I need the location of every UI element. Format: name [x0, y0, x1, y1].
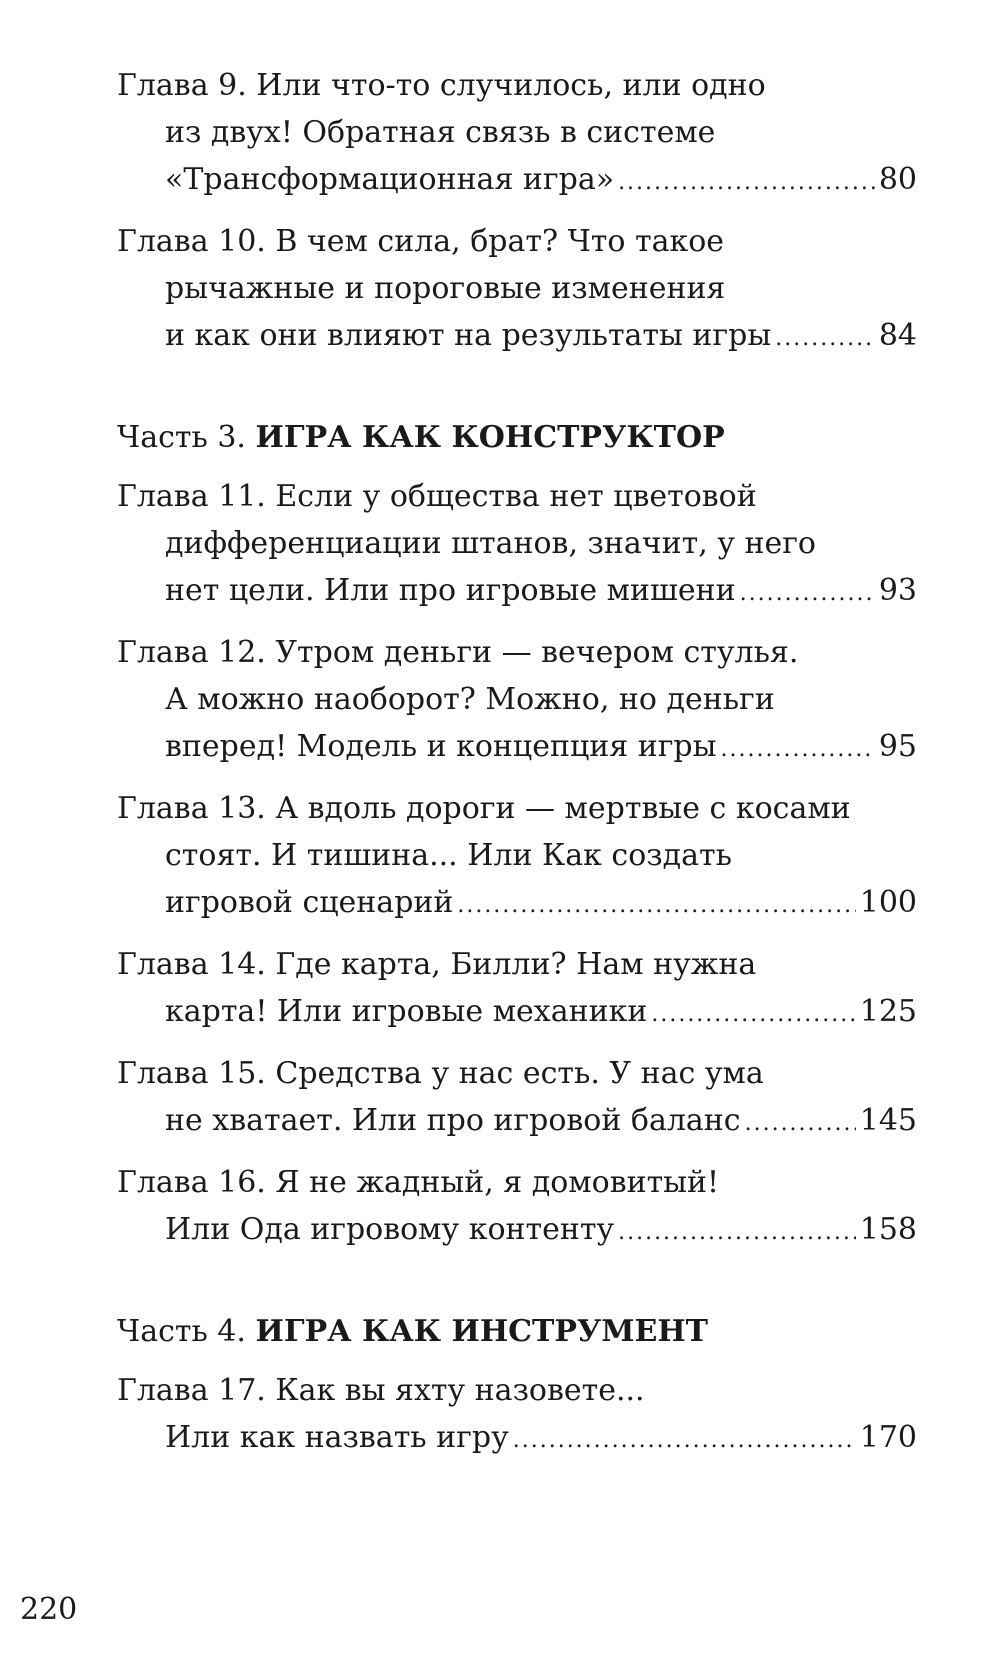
dot-leader [618, 159, 875, 206]
dot-leader [721, 726, 875, 773]
toc-entry-line: А можно наоборот? Можно, но деньги [165, 682, 775, 717]
dot-leader [513, 1417, 856, 1464]
toc-entry-line: Глава 11. Если у общества нет цветовой [117, 479, 757, 514]
toc-entry-line: Глава 17. Как вы яхту назовете... [117, 1373, 645, 1408]
toc-entry-line: рычажные и пороговые изменения [165, 271, 726, 306]
toc-entry [117, 218, 917, 362]
toc-page-number: 100 [859, 885, 917, 920]
toc-entry-line: Глава 13. А вдоль дороги — мертвые с косами [117, 791, 851, 826]
toc-entry-last-line [117, 723, 917, 773]
toc-entry-text: вперед! Модель и концепция игры [165, 729, 717, 764]
toc-entry [117, 1050, 917, 1147]
dot-leader [775, 315, 875, 362]
page-number: 220 [20, 1592, 78, 1627]
toc-entry [117, 785, 917, 929]
toc-page-number: 125 [859, 994, 917, 1029]
toc-entry-line: Глава 16. Я не жадный, я домовитый! [117, 1165, 720, 1200]
toc-entry [117, 629, 917, 773]
toc-entry [117, 941, 917, 1038]
toc-entry-last-line [117, 1414, 917, 1464]
dot-leader [651, 991, 855, 1038]
toc-entry-text: нет цели. Или про игровые мишени [165, 573, 736, 608]
toc-entry [117, 62, 917, 206]
part-prefix: Часть 3. [117, 420, 246, 455]
toc-entry-text: карта! Или игровые механики [165, 994, 648, 1029]
toc-page-number: 84 [878, 318, 917, 353]
part-heading [117, 1308, 917, 1355]
toc-page-number: 80 [878, 162, 917, 197]
toc-entry-last-line [117, 1206, 917, 1256]
toc-entry-line: Глава 12. Утром деньги — вечером стулья. [117, 635, 799, 670]
toc-entry-line: Глава 15. Средства у нас есть. У нас ума [117, 1056, 764, 1091]
toc-entry-line: из двух! Обратная связь в системе [165, 115, 716, 150]
toc-page-number: 93 [878, 573, 917, 608]
toc-entry-last-line [117, 312, 917, 362]
part-title: ИГРА КАК КОНСТРУКТОР [255, 420, 725, 455]
toc-entry-last-line [117, 1097, 917, 1147]
toc-page-number: 145 [859, 1103, 917, 1138]
dot-leader [618, 1209, 856, 1256]
part-heading [117, 414, 917, 461]
toc-group [117, 62, 917, 362]
toc-entry-text: Или Ода игровому контенту [165, 1212, 615, 1247]
table-of-contents [117, 62, 917, 1476]
toc-entry-line: Глава 14. Где карта, Билли? Нам нужна [117, 947, 757, 982]
dot-leader [457, 882, 855, 929]
toc-entry-text: «Трансформационная игра» [165, 162, 615, 197]
toc-entry-line: дифференциации штанов, значит, у него [165, 526, 816, 561]
toc-entry-text: Или как назвать игру [165, 1420, 509, 1455]
toc-entry-last-line [117, 988, 917, 1038]
toc-entry-last-line [117, 567, 917, 617]
part-title: ИГРА КАК ИНСТРУМЕНТ [255, 1314, 709, 1349]
toc-group [117, 473, 917, 1256]
toc-page-number: 170 [859, 1420, 917, 1455]
toc-page-number: 95 [878, 729, 917, 764]
toc-entry-line: Глава 9. Или что-то случилось, или одно [117, 68, 766, 103]
toc-entry [117, 1159, 917, 1256]
toc-group [117, 1367, 917, 1464]
part-prefix: Часть 4. [117, 1314, 246, 1349]
toc-entry-last-line [117, 879, 917, 929]
toc-entry-last-line [117, 156, 917, 206]
dot-leader [740, 570, 875, 617]
toc-entry-text: не хватает. Или про игровой баланс [165, 1103, 741, 1138]
toc-entry-text: и как они влияют на результаты игры [165, 318, 772, 353]
dot-leader [745, 1100, 856, 1147]
toc-page-number: 158 [859, 1212, 917, 1247]
toc-entry [117, 1367, 917, 1464]
toc-entry-text: игровой сценарий [165, 885, 454, 920]
toc-entry [117, 473, 917, 617]
toc-entry-line: стоят. И тишина... Или Как создать [165, 838, 732, 873]
toc-entry-line: Глава 10. В чем сила, брат? Что такое [117, 224, 725, 259]
